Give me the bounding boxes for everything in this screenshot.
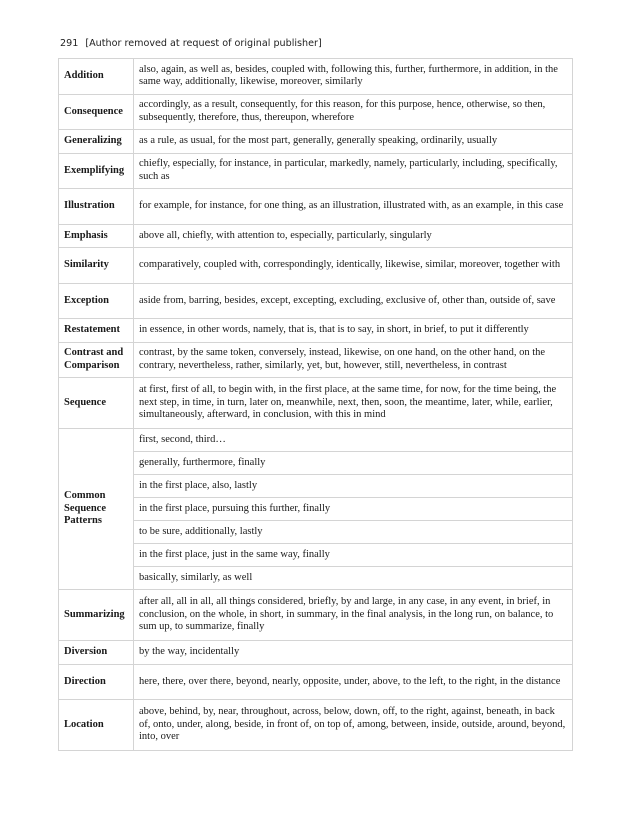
category-illustration: Illustration (59, 189, 134, 225)
table-row (59, 189, 573, 225)
running-title: [Author removed at request of original publisher] (85, 38, 322, 49)
category-summarizing: Summarizing (59, 590, 134, 641)
transition-words-table (58, 58, 573, 751)
table-row (59, 567, 573, 590)
sequence-pattern-item: in the first place, also, lastly (134, 475, 573, 498)
words-contrast-comparison: contrast, by the same token, conversely, instead, likewise, on one hand, on the other hand, on the contrary, nevertheless, rather, similarly, yet, but, however, still, nevertheless, in contrast (134, 342, 573, 378)
category-exemplifying: Exemplifying (59, 153, 134, 189)
words-consequence: accordingly, as a result, consequently, for this reason, for this purpose, hence, otherwise, so then, subsequently, therefore, thus, thereupon, wherefore (134, 94, 573, 130)
table-row (59, 664, 573, 700)
table-row (59, 94, 573, 130)
sequence-pattern-item: in the first place, pursuing this further, finally (134, 498, 573, 521)
words-diversion: by the way, incidentally (134, 641, 573, 665)
table-row (59, 342, 573, 378)
category-consequence: Consequence (59, 94, 134, 130)
category-diversion: Diversion (59, 641, 134, 665)
table-row (59, 700, 573, 751)
words-addition: also, again, as well as, besides, coupled with, following this, further, furthermore, in addition, in the same way, additionally, likewise, moreover, similarly (134, 59, 573, 95)
words-location: above, behind, by, near, throughout, across, below, down, off, to the right, against, beneath, in back of, onto, under, along, beside, in front of, on top of, among, between, inside, outside, around, beyond, into, over (134, 700, 573, 751)
page-number: 291 (60, 38, 79, 49)
words-sequence: at first, first of all, to begin with, in the first place, at the same time, for now, for the time being, the next step, in time, in turn, later on, meanwhile, next, then, soon, the meantime, later, while, earlier, simultaneously, afterward, in conclusion, with this in mind (134, 378, 573, 429)
category-location: Location (59, 700, 134, 751)
table-row (59, 544, 573, 567)
category-sequence: Sequence (59, 378, 134, 429)
category-similarity: Similarity (59, 248, 134, 284)
table-row (59, 429, 573, 452)
table-row (59, 378, 573, 429)
words-illustration: for example, for instance, for one thing, as an illustration, illustrated with, as an example, in this case (134, 189, 573, 225)
category-restatement: Restatement (59, 319, 134, 343)
category-exception: Exception (59, 283, 134, 319)
category-addition: Addition (59, 59, 134, 95)
sequence-pattern-item: first, second, third… (134, 429, 573, 452)
table-row (59, 590, 573, 641)
category-common-sequence-patterns: Common Sequence Patterns (59, 429, 134, 590)
table-row (59, 224, 573, 248)
category-generalizing: Generalizing (59, 130, 134, 154)
category-emphasis: Emphasis (59, 224, 134, 248)
category-contrast-comparison: Contrast and Comparison (59, 342, 134, 378)
words-emphasis: above all, chiefly, with attention to, especially, particularly, singularly (134, 224, 573, 248)
category-direction: Direction (59, 664, 134, 700)
words-direction: here, there, over there, beyond, nearly, opposite, under, above, to the left, to the right, in the distance (134, 664, 573, 700)
table-row (59, 452, 573, 475)
table-row (59, 475, 573, 498)
table-row (59, 498, 573, 521)
table-row (59, 59, 573, 95)
words-summarizing: after all, all in all, all things considered, briefly, by and large, in any case, in any event, in brief, in conclusion, on the whole, in short, in summary, in the final analysis, in the long run, on balance, to sum up, to summarize, finally (134, 590, 573, 641)
table-row (59, 641, 573, 665)
sequence-pattern-item: in the first place, just in the same way, finally (134, 544, 573, 567)
table-row (59, 130, 573, 154)
table-row (59, 248, 573, 284)
table-row (59, 319, 573, 343)
sequence-pattern-item: generally, furthermore, finally (134, 452, 573, 475)
table-row (59, 153, 573, 189)
words-restatement: in essence, in other words, namely, that is, that is to say, in short, in brief, to put it differently (134, 319, 573, 343)
words-generalizing: as a rule, as usual, for the most part, generally, generally speaking, ordinarily, usually (134, 130, 573, 154)
table-row (59, 283, 573, 319)
words-similarity: comparatively, coupled with, correspondingly, identically, likewise, similar, moreover, together with (134, 248, 573, 284)
words-exception: aside from, barring, besides, except, excepting, excluding, exclusive of, other than, outside of, save (134, 283, 573, 319)
sequence-pattern-item: to be sure, additionally, lastly (134, 521, 573, 544)
words-exemplifying: chiefly, especially, for instance, in particular, markedly, namely, particularly, including, specifically, such as (134, 153, 573, 189)
sequence-pattern-item: basically, similarly, as well (134, 567, 573, 590)
table-row (59, 521, 573, 544)
page-header (60, 38, 322, 49)
